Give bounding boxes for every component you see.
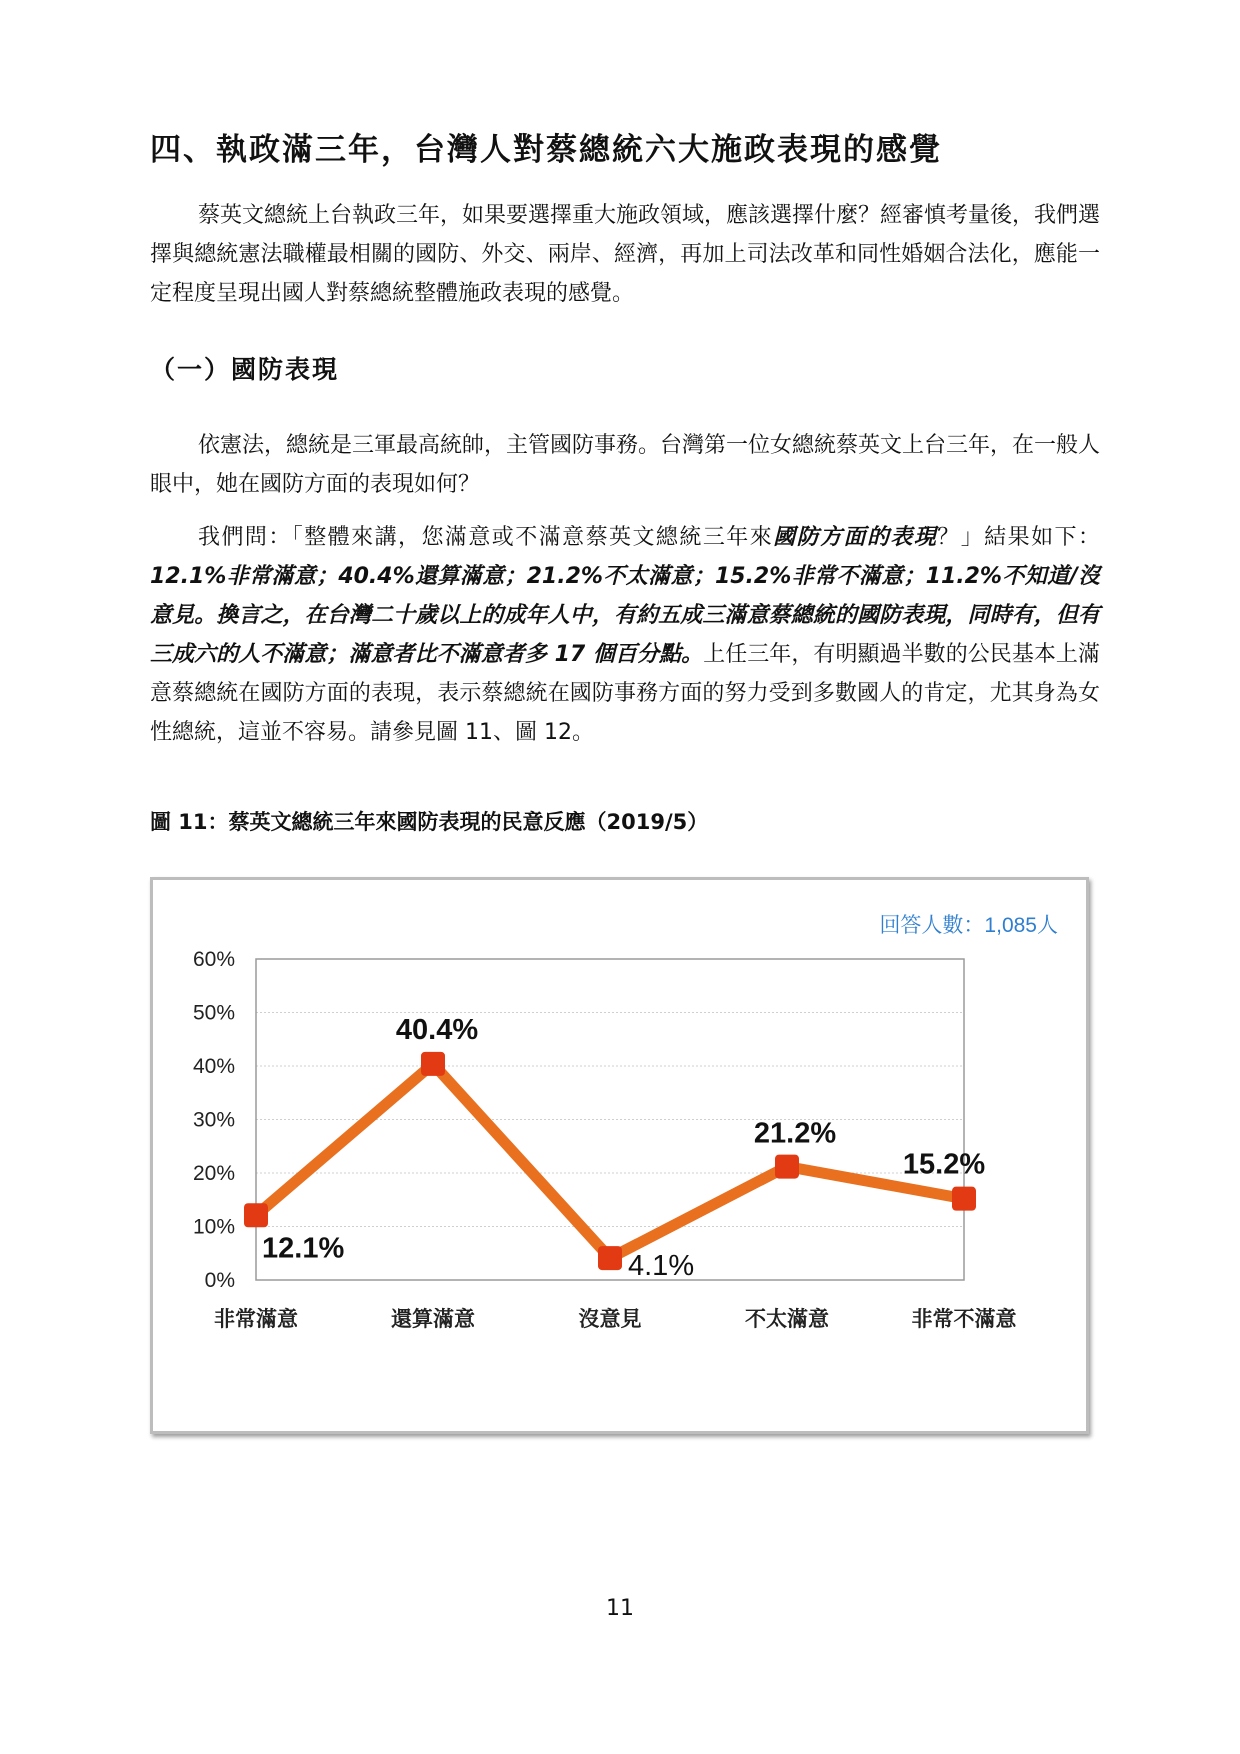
- line-chart: [153, 880, 1086, 1431]
- para2-prefix: 我們問：「整體來講，您滿意或不滿意蔡英文總統三年來: [198, 525, 774, 550]
- y-tick-label: 50%: [192, 1001, 235, 1025]
- x-tick-label: 非常滿意: [214, 1307, 298, 1331]
- data-label: 40.4%: [395, 1013, 479, 1046]
- data-point-marker: [775, 1155, 799, 1179]
- figure-caption: 圖 11：蔡英文總統三年來國防表現的民意反應（2019/5）: [150, 810, 709, 834]
- defense-paragraph-1: 依憲法，總統是三軍最高統帥，主管國防事務。台灣第一位女總統蔡英文上台三年，在一般人眼中，她在國防方面的表現如何？: [150, 433, 1101, 497]
- y-tick-label: 30%: [192, 1108, 235, 1132]
- x-tick-label: 沒意見: [578, 1307, 642, 1331]
- respondents-annotation: 回答人數：1,085人: [879, 914, 1058, 937]
- data-point-marker: [598, 1246, 622, 1270]
- intro-paragraph: 蔡英文總統上台執政三年，如果要選擇重大施政領域，應該選擇什麼？經審慎考量後，我們選擇與總統憲法職權最相關的國防、外交、兩岸、經濟，再加上司法改革和同性婚姻合法化，應能一定程度呈現出國人對蔡總統整體施政表現的感覺。: [150, 203, 1101, 306]
- y-tick-label: 60%: [192, 948, 235, 971]
- data-label: 15.2%: [902, 1148, 986, 1181]
- y-tick-label: 20%: [192, 1162, 235, 1185]
- line-chart-frame: [150, 877, 1089, 1434]
- section-heading: 四、執政滿三年，台灣人對蔡總統六大施政表現的感覺: [150, 132, 942, 168]
- y-tick-label: 40%: [192, 1055, 235, 1078]
- x-tick-label: 還算滿意: [391, 1307, 475, 1331]
- para2-suffix: ？」結果如下：: [937, 525, 1100, 550]
- data-label: 21.2%: [753, 1117, 837, 1150]
- defense-paragraph-2: [150, 518, 1100, 752]
- page-number: 11: [606, 1596, 634, 1621]
- subsection-heading: （一）國防表現: [150, 355, 340, 384]
- series-line: [256, 1064, 964, 1258]
- data-point-marker: [421, 1052, 445, 1076]
- data-label: 4.1%: [628, 1250, 695, 1283]
- data-point-marker: [244, 1203, 268, 1227]
- data-point-marker: [952, 1187, 976, 1211]
- y-tick-label: 10%: [192, 1215, 235, 1239]
- y-tick-label: 0%: [204, 1269, 235, 1292]
- para2-conclusion: 上任三年，有明顯過半數的公民基本上滿意蔡總統在國防方面的表現，表示蔡總統在國防事務方面的努力受到多數國人的肯定，尤其身為女性總統，這並不容易。請參見圖 11、圖 12。: [150, 642, 1100, 745]
- x-tick-label: 不太滿意: [745, 1307, 829, 1331]
- data-label: 12.1%: [262, 1232, 345, 1265]
- para2-findings: 12.1%非常滿意；40.4%還算滿意；21.2%不太滿意；15.2%非常不滿意；11.2%不知道/沒意見。換言之，在台灣二十歲以上的成年人中，有約五成三滿意蔡總統的國防表現，同時有，但有三成六的人不滿意；滿意者比不滿意者多 17 個百分點。: [150, 564, 1100, 667]
- para2-topic: 國防方面的表現: [773, 525, 938, 550]
- x-tick-label: 非常不滿意: [911, 1307, 1017, 1331]
